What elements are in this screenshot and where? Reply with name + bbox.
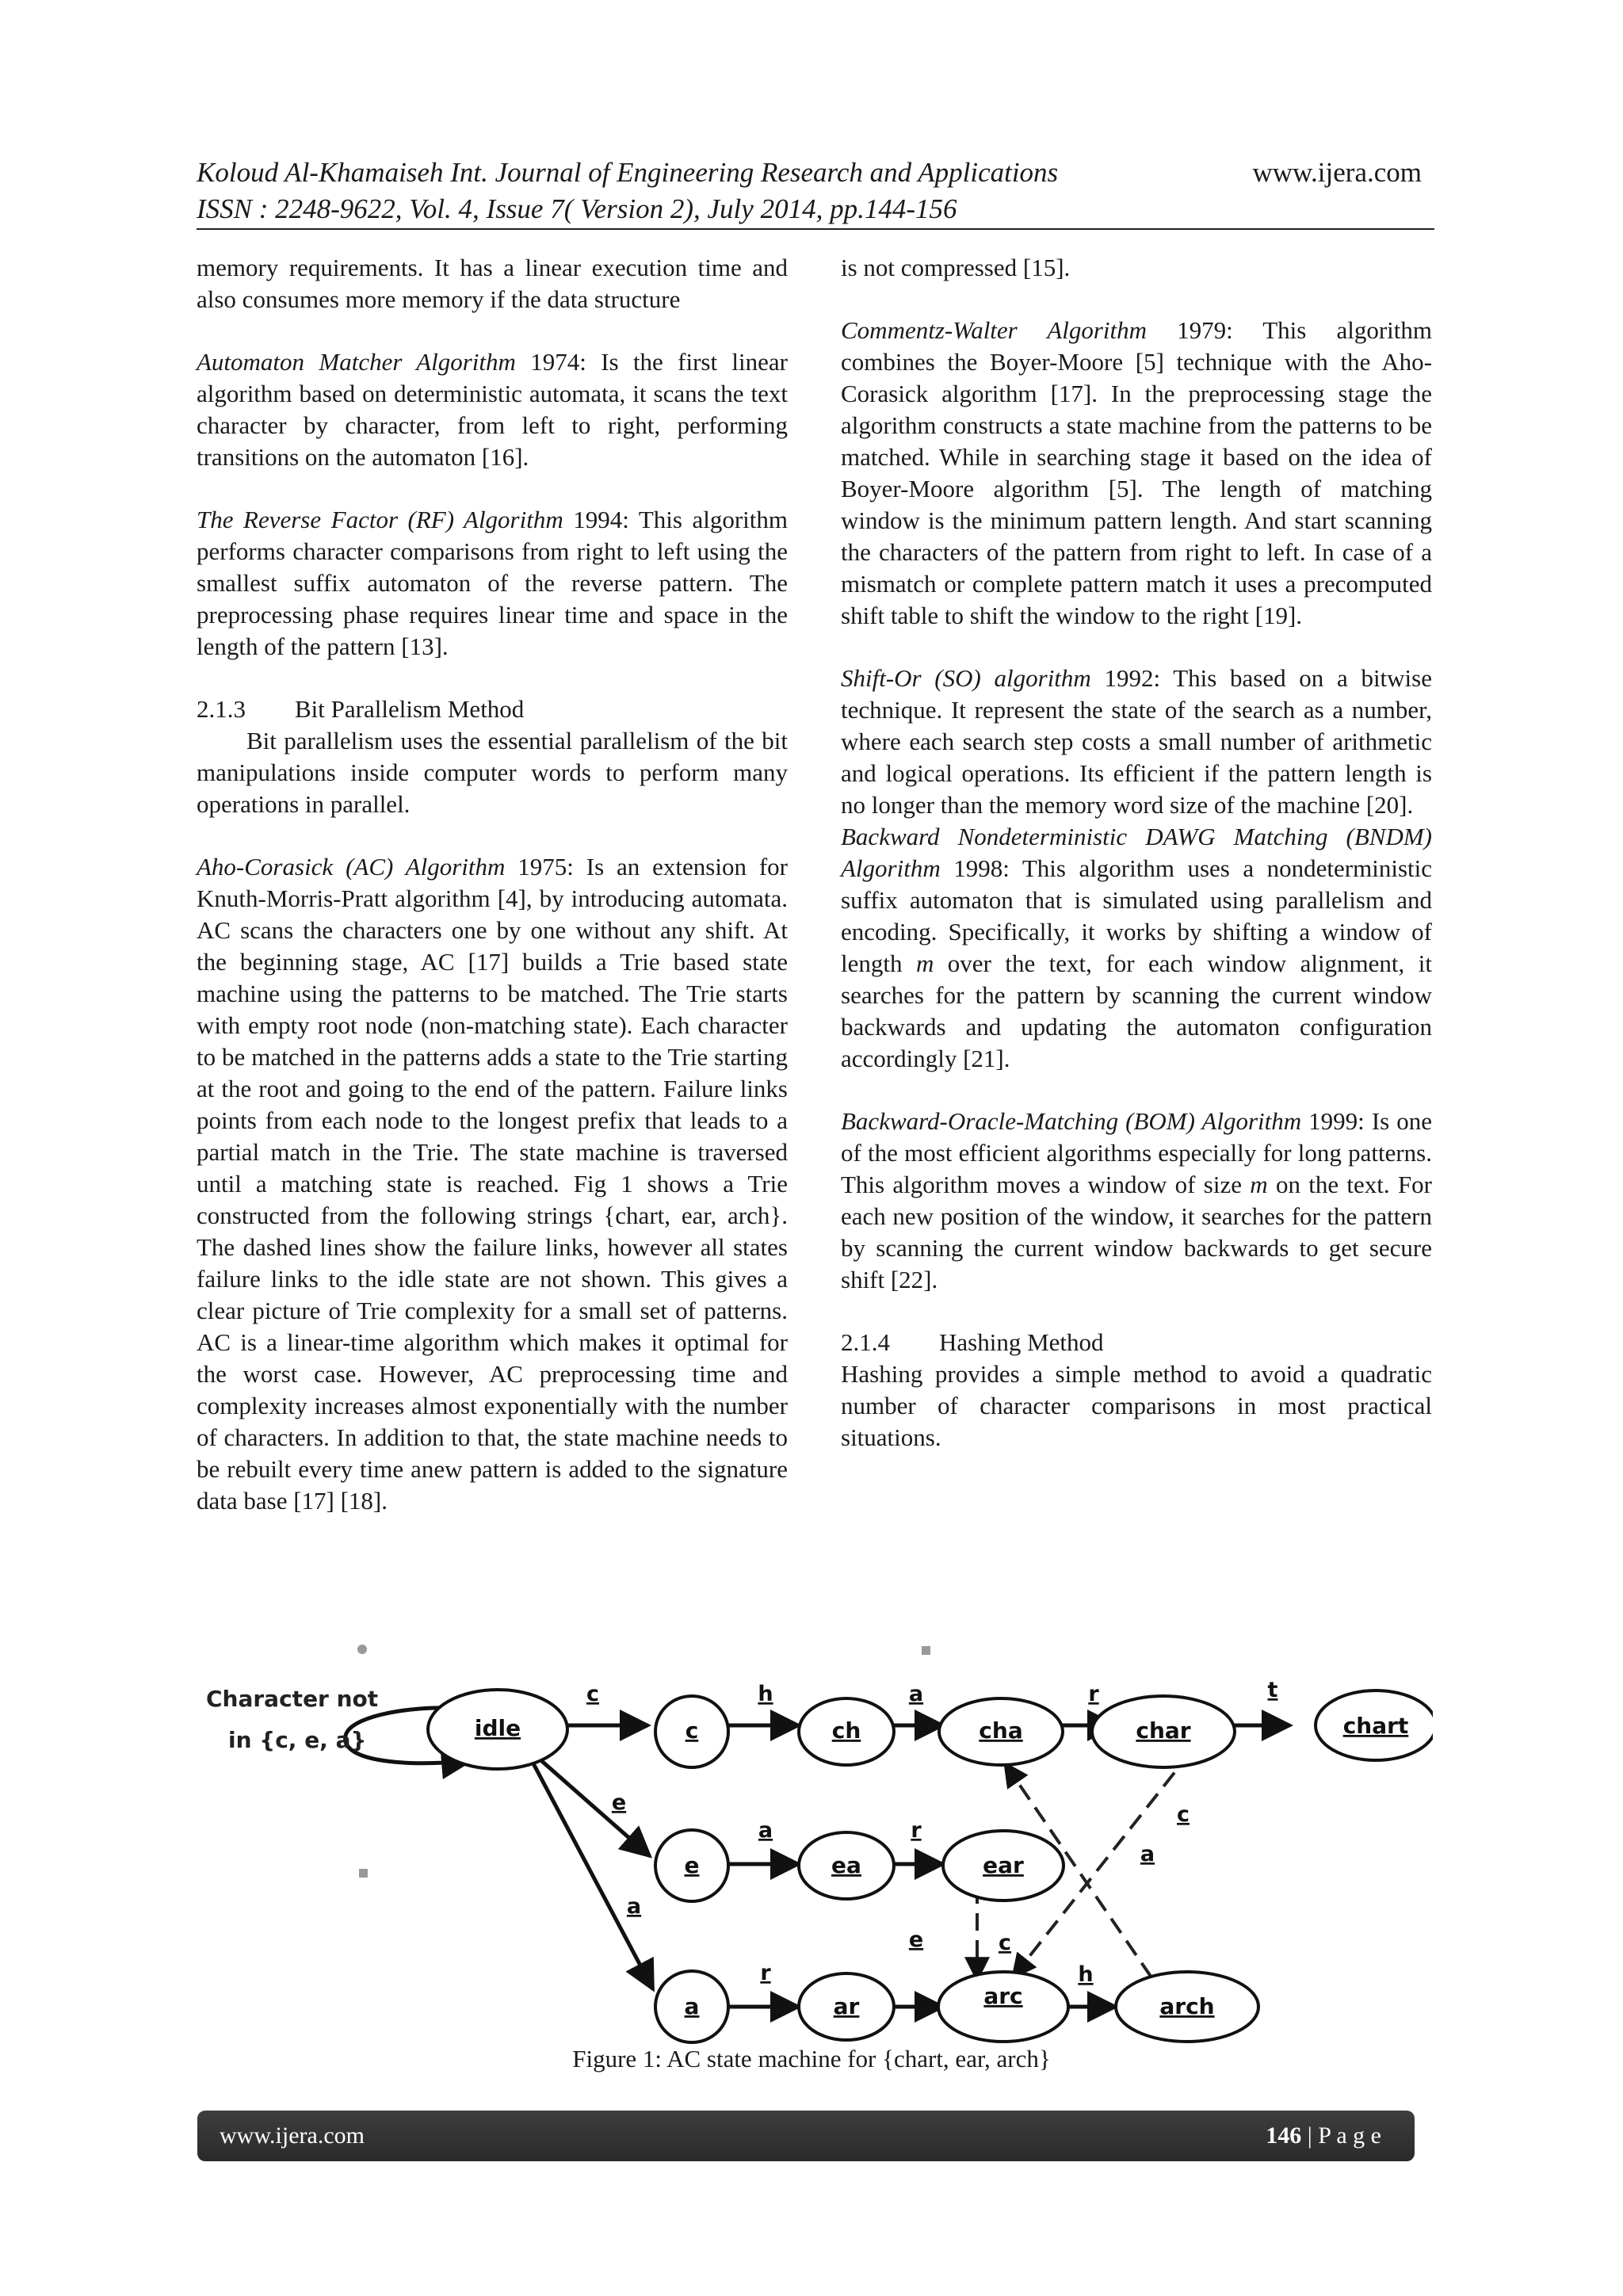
edge-label: e [611, 1790, 627, 1815]
edge-label: a [758, 1818, 773, 1843]
state-label: c [685, 1717, 699, 1744]
handle-marker [922, 1646, 930, 1655]
algorithm-title: Backward Nondeterministic DAWG Matching (BNDM) Algorithm [841, 823, 1432, 882]
edge-label: e [908, 1927, 924, 1952]
section-number: 2.1.4 [841, 1328, 890, 1356]
state-label: ch [831, 1717, 861, 1744]
header-website-link[interactable]: www.ijera.com [1252, 157, 1422, 188]
state-label: e [684, 1852, 700, 1878]
edge-label: c [998, 1931, 1012, 1955]
edge-label: r [760, 1961, 771, 1985]
header-citation: Koloud Al-Khamaiseh Int. Journal of Engineering Research and Applications [197, 157, 1059, 188]
paragraph-commentz-walter: Commentz-Walter Algorithm 1979: This algorithm combines the Boyer-Moore [5] technique with the Aho-Corasick algorithm [17]. In the preprocessing stage the algorithm constructs a state machine from the patterns to be matched. While in searching stage it based on the idea of Boyer-Moore algorithm [5]. The length of matching window is the minimum pattern length. And start scanning the characters of the pattern from right to left. In case of a mismatch or complete pattern match it uses a precomputed shift table to shift the window to the right [19]. [841, 316, 1432, 629]
ac-state-machine-figure [197, 1625, 1433, 2053]
state-label: idle [474, 1715, 521, 1741]
state-label: ea [831, 1852, 861, 1878]
self-loop-label-line1: Character not [206, 1686, 379, 1712]
section-title: Hashing Method [939, 1328, 1104, 1356]
paragraph-bom: Backward-Oracle-Matching (BOM) Algorithm 1999: Is one of the most efficient algorithms especially for long patterns. This algorithm moves a window of size m on the text. For each new position of the window, it searches for the pattern by scanning the current window backwards to get secure shift [22]. [841, 1107, 1433, 1293]
edge-idle-a [528, 1753, 653, 1989]
footer-website-link[interactable]: www.ijera.com [220, 2122, 365, 2149]
page-indicator: 146 | P a g e [1266, 2122, 1381, 2149]
edge-label: a [908, 1682, 924, 1706]
self-loop-label-line2: in {c, e, a} [228, 1727, 367, 1753]
state-label: char [1136, 1717, 1191, 1744]
paragraph-bndm: Backward Nondeterministic DAWG Matching (BNDM) Algorithm 1998: This algorithm uses a nondeterministic suffix automaton that is simulated using parallelism and encoding. Specifically, it works by shifting a window of length m over the text, for each window alignment, it searches for the pattern by scanning the current window backwards and updating the automaton configuration accordingly [21]. [841, 823, 1432, 1072]
edge-label: a [626, 1894, 642, 1919]
state-label: cha [979, 1717, 1023, 1744]
paragraph-bit-parallelism: Bit parallelism uses the essential parallelism of the bit manipulations inside computer words to perform many operations in parallel. [197, 727, 788, 818]
right-column [841, 252, 1432, 1484]
paragraph-automaton-matcher: Automaton Matcher Algorithm 1974: Is the first linear algorithm based on deterministic automata, it scans the text character by character, from left to right, performing transitions on the automaton [16]. [197, 348, 788, 471]
handle-marker [357, 1645, 367, 1654]
edge-label: c [1176, 1802, 1190, 1827]
paragraph-shift-or: Shift-Or (SO) algorithm 1992: This based on a bitwise technique. It represent the state of the search as a number, where each search step costs a small number of arithmetic and logical operations. Its efficient if the pattern length is no longer than the memory word size of the machine [20]. [841, 664, 1432, 819]
edge-label: a [1140, 1842, 1155, 1866]
algorithm-title: Commentz-Walter Algorithm [841, 316, 1147, 344]
state-label: arc [983, 1983, 1023, 2009]
algorithm-title: The Reverse Factor (RF) Algorithm [197, 506, 563, 533]
section-heading [197, 693, 788, 725]
edge-label: r [911, 1818, 922, 1843]
edge-label: h [1078, 1962, 1094, 1987]
state-label: a [684, 1993, 700, 2019]
running-header [197, 155, 1433, 227]
page-footer [197, 2111, 1415, 2161]
algorithm-title: Aho-Corasick (AC) Algorithm [197, 853, 506, 881]
algorithm-title: Shift-Or (SO) algorithm [841, 664, 1091, 692]
edge-label: t [1267, 1678, 1278, 1702]
state-label: arch [1159, 1993, 1215, 2019]
paragraph-hashing: Hashing provides a simple method to avoid a quadratic number of character comparisons in most practical situations. [841, 1360, 1432, 1451]
header-issn: ISSN : 2248-9622, Vol. 4, Issue 7( Version 2), July 2014, pp.144-156 [197, 193, 957, 224]
edge-label: h [758, 1682, 773, 1706]
algorithm-title: Automaton Matcher Algorithm [197, 348, 516, 376]
paragraph-continuation: is not compressed [15]. [841, 254, 1071, 281]
page-word: P a g e [1318, 2122, 1381, 2149]
state-label: chart [1342, 1713, 1409, 1739]
state-label: ear [983, 1852, 1024, 1878]
header-divider [197, 228, 1434, 230]
paragraph-reverse-factor: The Reverse Factor (RF) Algorithm 1994: This algorithm performs character comparisons from right to left using the smallest suffix automaton of the reverse pattern. The preprocessing phase requires linear time and space in the length of the pattern [13]. [197, 506, 788, 660]
figure-caption: Figure 1: AC state machine for {chart, ear, arch} [572, 2045, 1051, 2073]
algorithm-title: Backward-Oracle-Matching (BOM) Algorithm [841, 1107, 1302, 1135]
edge-label: r [1088, 1682, 1099, 1706]
state-label: ar [833, 1993, 860, 2019]
section-number: 2.1.3 [197, 695, 246, 723]
edge-idle-e [531, 1752, 650, 1856]
section-heading [841, 1327, 1432, 1358]
section-title: Bit Parallelism Method [295, 695, 525, 723]
left-column [197, 252, 788, 1548]
page-number: 146 [1266, 2122, 1302, 2149]
handle-marker [359, 1869, 368, 1878]
paragraph-continuation: memory requirements. It has a linear execution time and also consumes more memory if the data structure [197, 254, 788, 313]
edge-label: c [586, 1682, 600, 1706]
paragraph-aho-corasick: Aho-Corasick (AC) Algorithm 1975: Is an extension for Knuth-Morris-Pratt algorithm [4], by introducing automata. AC scans the characters one by one without any shift. At the beginning stage, AC [17] builds a Trie based state machine using the patterns to be matched. The Trie starts with empty root node (non-matching state). Each character to be matched in the patterns adds a state to the Trie starting at the root and going to the end of the pattern. Failure links points from each node to the longest prefix that leads to a partial match in the Trie. The state machine is traversed until a matching state is reached. Fig 1 shows a Trie constructed from the following strings {chart, ear, arch}. The dashed lines show the failure links, however all states failure links to the idle state are not shown. This gives a clear picture of Trie complexity for a small set of patterns. AC is a linear-time algorithm which makes it optimal for the worst case. However, AC preprocessing time and complexity increases almost exponentially with the number of characters. In addition to that, the state machine needs to be rebuilt every time anew pattern is added to the signature data base [17] [18]. [197, 853, 789, 1515]
